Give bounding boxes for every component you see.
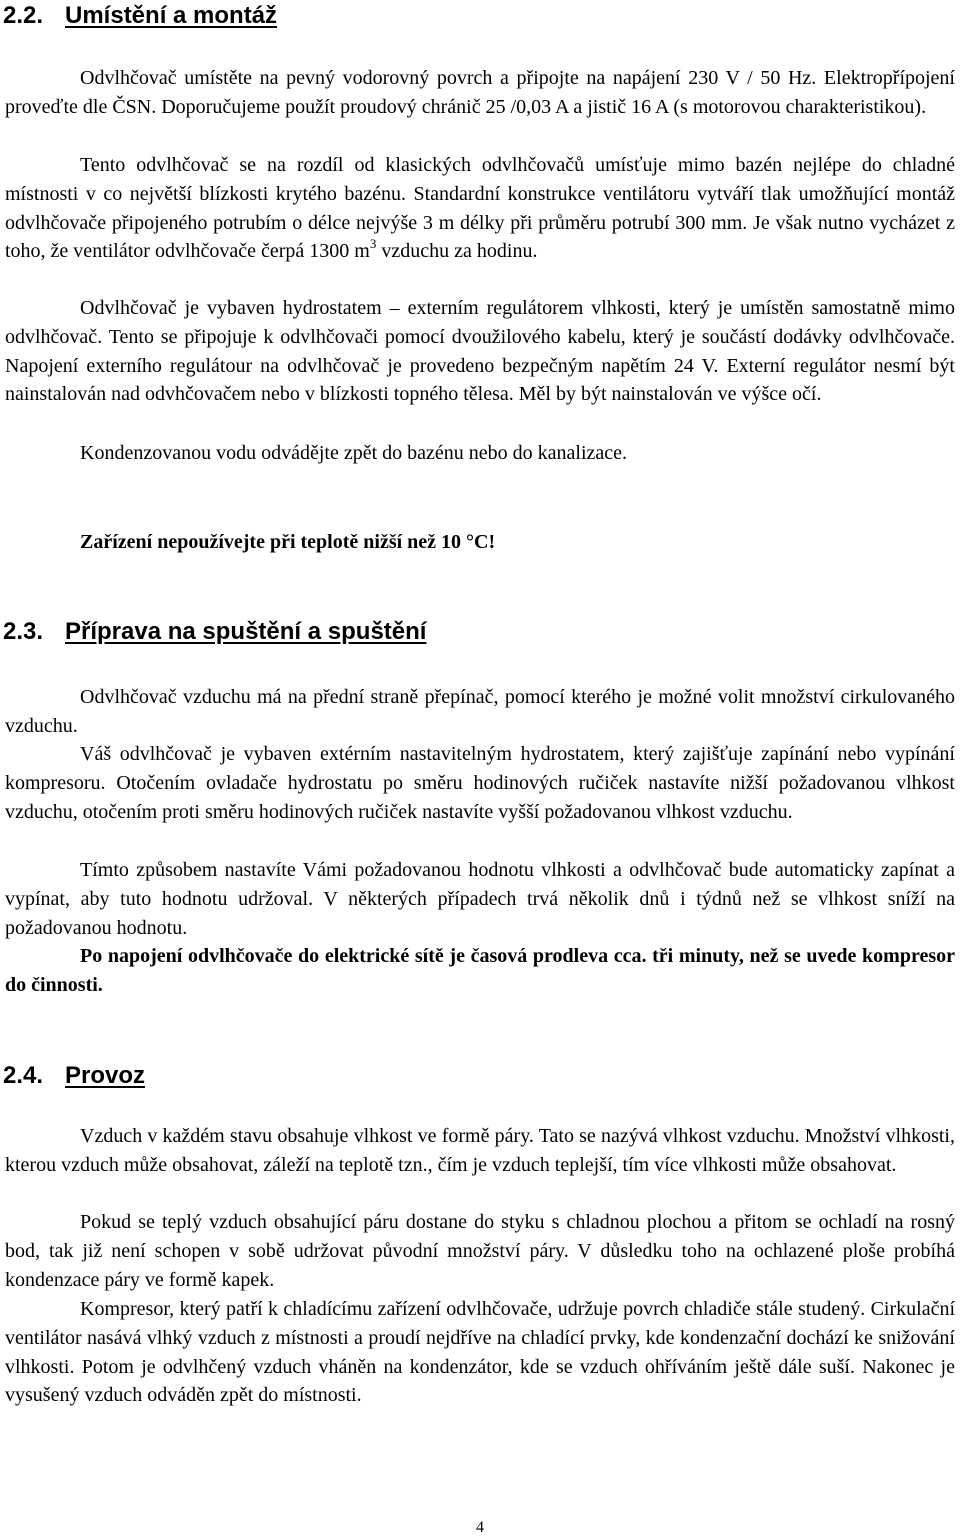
paragraph: Odvlhčovač umístěte na pevný vodorovný povrch a připojte na napájení 230 V / 50 Hz. Elektropřípojení proveďte dle ČSN. Doporučujeme použít proudový chránič 25 /0,03 A a jistič 16 A (s motorovou charakteristikou).: [5, 67, 955, 118]
paragraph: Odvlhčovač je vybaven hydrostatem – externím regulátorem vlhkosti, který je umístěn samostatně mimo odvlhčovač. Tento se připojuje k odvlhčovači pomocí dvoužilového kabelu, který je součástí dodávky odvlhčovače. Napojení externího regulátour na odvlhčovač je provedeno bezpečným napětím 24 V. Externí regulátor nesmí být nainstalován nad odvhčovačem nebo v blízkosti topného tělesa. Měl by být nainstalován ve výšce očí.: [5, 297, 955, 406]
paragraph: [5, 151, 955, 266]
paragraph-bold: Po napojení odvlhčovače do elektrické sítě je časová prodleva cca. tři minuty, než se uvede kompresor do činnosti.: [5, 945, 955, 996]
paragraph: Kondenzovanou vodu odvádějte zpět do bazénu nebo do kanalizace.: [80, 442, 628, 464]
paragraph: Odvlhčovač vzduchu má na přední straně přepínač, pomocí kterého je možné volit množství cirkulovaného vzduchu.: [5, 686, 955, 737]
section-number: 2.3.: [3, 618, 44, 645]
section-title: Umístění a montáž: [65, 2, 278, 29]
paragraph-text: Tento odvlhčovač se na rozdíl od klasických odvlhčovačů umísťuje mimo bazén nejlépe do chladné místnosti v co největší blízkosti krytého bazénu. Standardní konstrukce ventilátoru vytváří tlak umožňující montáž odvlhčovače připojeného potrubím o délce nejvýše 3 m délky při průměru potrubí 300 mm. Je však nutno vycházet z toho, že ventilátor odvlhčovače čerpá 1300 m: [5, 154, 955, 263]
warning-note: Zařízení nepoužívejte při teplotě nižší než 10 °C!: [80, 531, 496, 553]
section-number: 2.2.: [3, 2, 44, 29]
section-2-2-heading: [3, 1, 277, 31]
paragraph: Vzduch v každém stavu obsahuje vlhkost ve formě páry. Tato se nazývá vlhkost vzduchu. Množství vlhkosti, kterou vzduch může obsahovat, záleží na teplotě tzn., čím je vzduch teplejší, tím více vlhkosti může obsahovat.: [5, 1125, 955, 1176]
superscript: 3: [369, 236, 377, 252]
page-number: 4: [476, 1519, 484, 1536]
section-title: Provoz: [65, 1062, 146, 1089]
paragraph: Pokud se teplý vzduch obsahující páru dostane do styku s chladnou plochou a přitom se ochladí na rosný bod, tak již není schopen v sobě udržovat původní množství páry. V důsledku toho na ochlazené ploše probíhá kondenzace páry ve formě kapek.: [5, 1211, 955, 1291]
section-2-4-heading: [3, 1061, 145, 1091]
section-title: Příprava na spuštění a spuštění: [65, 618, 427, 645]
paragraph: Váš odvlhčovač je vybaven extérním nastavitelným hydrostatem, který zajišťuje zapínání nebo vypínání kompresoru. Otočením ovladače hydrostatu po směru hodinových ručiček nastavíte nižší požadovanou vlhkost vzduchu, otočením proti směru hodinových ručiček nastavíte vyšší požadovanou vlhkost vzduchu.: [5, 743, 955, 823]
section-2-3-heading: [3, 617, 426, 647]
paragraph: Kompresor, který patří k chladícímu zařízení odvlhčovače, udržuje povrch chladiče stále studený. Cirkulační ventilátor nasává vlhký vzduch z místnosti a proudí nejdříve na chladící prvky, kde kondenzační dochází ke snižování vlhkosti. Potom je odvlhčený vzduch vháněn na kondenzátor, kde se vzduch ohříváním ještě dále suší. Nakonec je vysušený vzduch odváděn zpět do místnosti.: [5, 1298, 955, 1407]
paragraph-text: vzduchu za hodinu.: [376, 240, 538, 263]
section-number: 2.4.: [3, 1062, 44, 1089]
paragraph: Tímto způsobem nastavíte Vámi požadovanou hodnotu vlhkosti a odvlhčovač bude automaticky zapínat a vypínat, aby tuto hodnotu udržoval. V některých případech trvá několik dnů i týdnů než se vlhkost sníží na požadovanou hodnotu.: [5, 859, 955, 939]
